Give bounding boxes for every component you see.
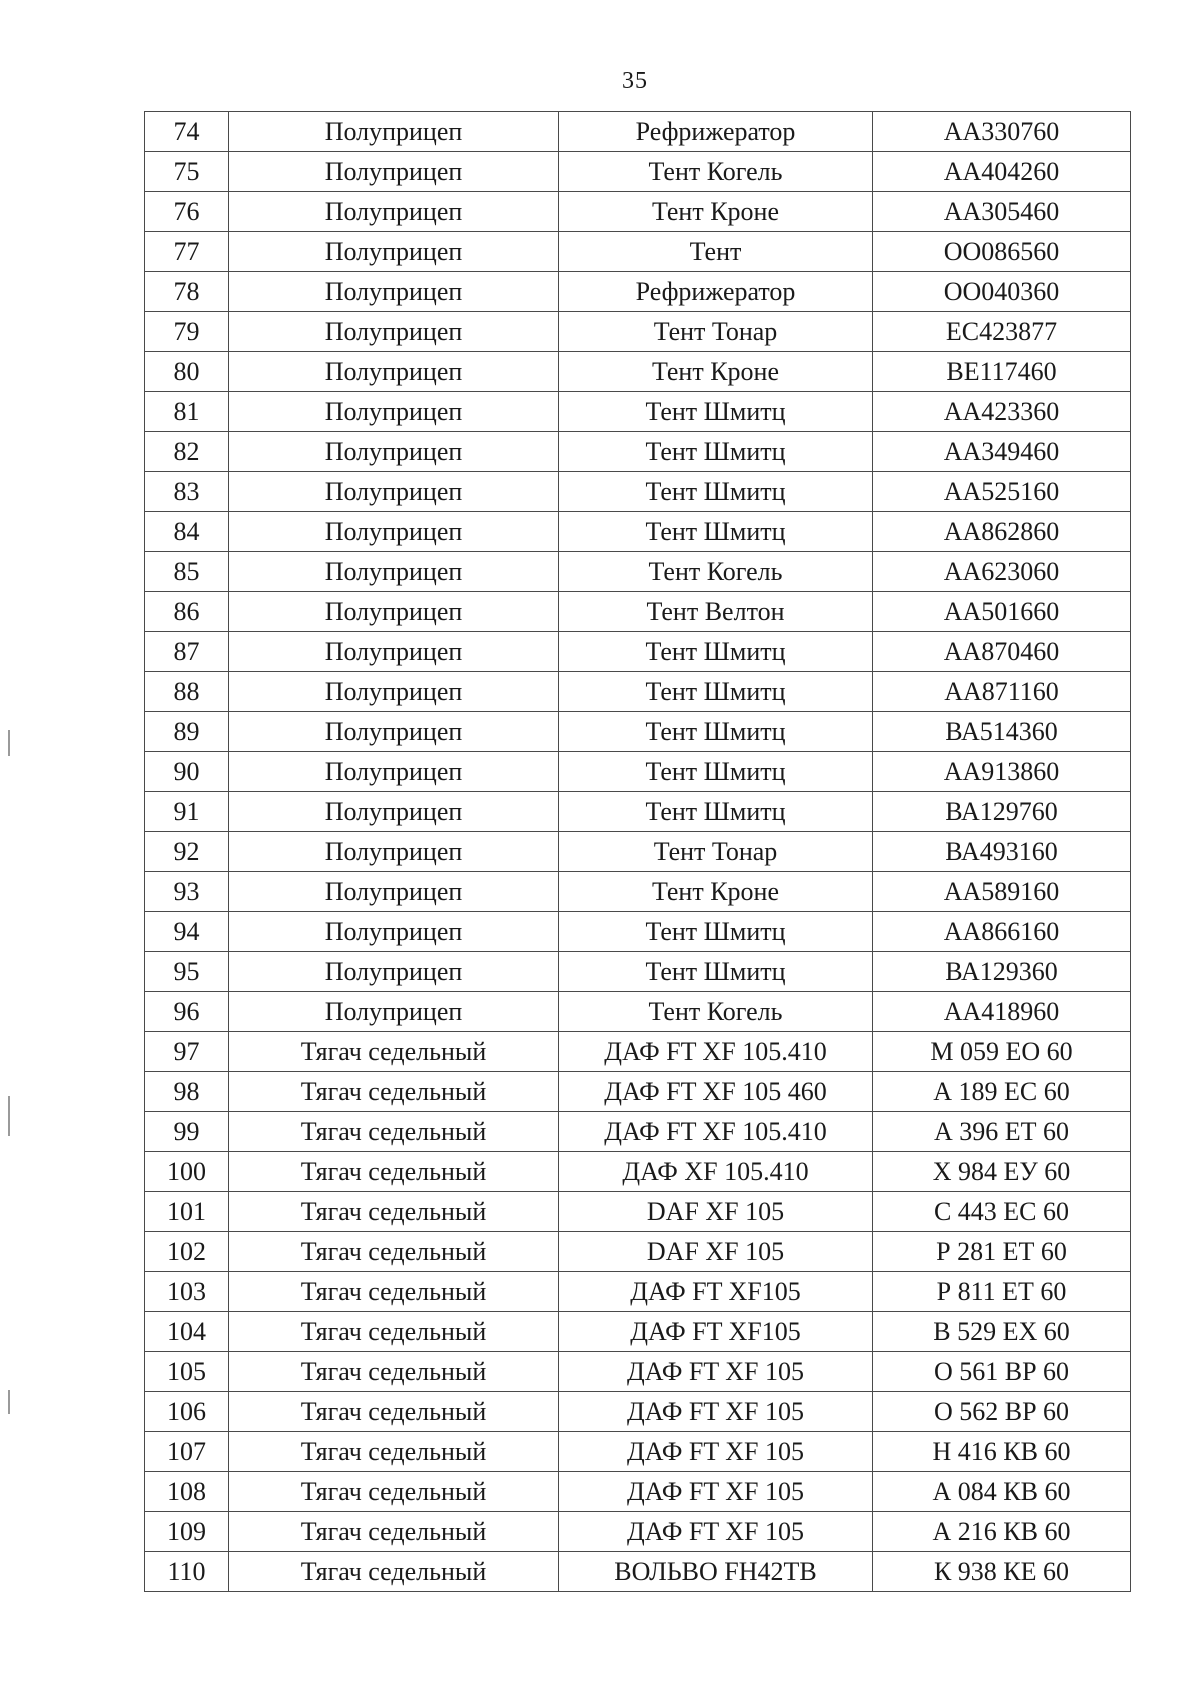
registration-number-cell: АА305460: [873, 192, 1131, 232]
registration-number-cell: АА870460: [873, 632, 1131, 672]
table-row: [145, 1552, 1131, 1592]
registration-number-cell: АА418960: [873, 992, 1131, 1032]
table-row: [145, 112, 1131, 152]
table-row: [145, 632, 1131, 672]
vehicle-type-cell: Тягач седельный: [229, 1552, 559, 1592]
scan-mark: [8, 1390, 10, 1414]
vehicle-table-body: [145, 112, 1131, 1592]
row-number-cell: 109: [145, 1512, 229, 1552]
table-row: [145, 1352, 1131, 1392]
vehicle-type-cell: Тягач седельный: [229, 1112, 559, 1152]
table-row: [145, 1312, 1131, 1352]
row-number-cell: 76: [145, 192, 229, 232]
registration-number-cell: АА525160: [873, 472, 1131, 512]
row-number-cell: 77: [145, 232, 229, 272]
vehicle-type-cell: Тягач седельный: [229, 1472, 559, 1512]
vehicle-type-cell: Тягач седельный: [229, 1352, 559, 1392]
table-row: [145, 1032, 1131, 1072]
vehicle-model-cell: Тент Шмитц: [559, 472, 873, 512]
vehicle-model-cell: Тент Кроне: [559, 872, 873, 912]
table-row: [145, 1112, 1131, 1152]
registration-number-cell: АА423360: [873, 392, 1131, 432]
vehicle-type-cell: Полуприцеп: [229, 192, 559, 232]
registration-number-cell: ВЕ117460: [873, 352, 1131, 392]
table-row: [145, 232, 1131, 272]
table-row: [145, 1272, 1131, 1312]
row-number-cell: 103: [145, 1272, 229, 1312]
vehicle-model-cell: ДАФ FT XF 105: [559, 1352, 873, 1392]
row-number-cell: 85: [145, 552, 229, 592]
vehicle-type-cell: Полуприцеп: [229, 352, 559, 392]
registration-number-cell: Р 811 ЕТ 60: [873, 1272, 1131, 1312]
vehicle-type-cell: Тягач седельный: [229, 1232, 559, 1272]
table-row: [145, 1512, 1131, 1552]
vehicle-model-cell: Рефрижератор: [559, 272, 873, 312]
vehicle-type-cell: Полуприцеп: [229, 312, 559, 352]
vehicle-model-cell: Тент Шмитц: [559, 512, 873, 552]
table-row: [145, 672, 1131, 712]
vehicle-type-cell: Полуприцеп: [229, 392, 559, 432]
registration-number-cell: В 529 ЕХ 60: [873, 1312, 1131, 1352]
table-row: [145, 392, 1131, 432]
row-number-cell: 90: [145, 752, 229, 792]
table-row: [145, 832, 1131, 872]
row-number-cell: 107: [145, 1432, 229, 1472]
table-row: [145, 272, 1131, 312]
vehicle-type-cell: Тягач седельный: [229, 1312, 559, 1352]
vehicle-model-cell: Тент Кроне: [559, 192, 873, 232]
vehicle-model-cell: DAF XF 105: [559, 1192, 873, 1232]
vehicle-model-cell: ДАФ FT XF 105: [559, 1472, 873, 1512]
vehicle-model-cell: Тент Когель: [559, 552, 873, 592]
row-number-cell: 84: [145, 512, 229, 552]
row-number-cell: 102: [145, 1232, 229, 1272]
row-number-cell: 91: [145, 792, 229, 832]
table-row: [145, 992, 1131, 1032]
row-number-cell: 88: [145, 672, 229, 712]
table-row: [145, 192, 1131, 232]
vehicle-model-cell: Тент Шмитц: [559, 752, 873, 792]
registration-number-cell: ВА129760: [873, 792, 1131, 832]
table-row: [145, 1192, 1131, 1232]
row-number-cell: 94: [145, 912, 229, 952]
registration-number-cell: А 396 ЕТ 60: [873, 1112, 1131, 1152]
vehicle-model-cell: Рефрижератор: [559, 112, 873, 152]
vehicle-model-cell: ДАФ FT XF 105: [559, 1432, 873, 1472]
vehicle-type-cell: Полуприцеп: [229, 672, 559, 712]
vehicle-type-cell: Полуприцеп: [229, 152, 559, 192]
table-row: [145, 152, 1131, 192]
vehicle-model-cell: Тент Велтон: [559, 592, 873, 632]
registration-number-cell: А 084 КВ 60: [873, 1472, 1131, 1512]
registration-number-cell: А 189 ЕС 60: [873, 1072, 1131, 1112]
row-number-cell: 74: [145, 112, 229, 152]
table-row: [145, 512, 1131, 552]
vehicle-model-cell: Тент Шмитц: [559, 792, 873, 832]
table-row: [145, 752, 1131, 792]
row-number-cell: 92: [145, 832, 229, 872]
vehicle-model-cell: Тент Кроне: [559, 352, 873, 392]
vehicle-type-cell: Полуприцеп: [229, 992, 559, 1032]
registration-number-cell: ОО040360: [873, 272, 1131, 312]
row-number-cell: 105: [145, 1352, 229, 1392]
row-number-cell: 86: [145, 592, 229, 632]
registration-number-cell: А 216 КВ 60: [873, 1512, 1131, 1552]
vehicle-table: [144, 111, 1131, 1592]
registration-number-cell: АА404260: [873, 152, 1131, 192]
vehicle-model-cell: Тент Шмитц: [559, 712, 873, 752]
table-row: [145, 312, 1131, 352]
vehicle-type-cell: Полуприцеп: [229, 112, 559, 152]
registration-number-cell: АА871160: [873, 672, 1131, 712]
vehicle-type-cell: Полуприцеп: [229, 552, 559, 592]
vehicle-type-cell: Тягач седельный: [229, 1152, 559, 1192]
vehicle-type-cell: Полуприцеп: [229, 912, 559, 952]
vehicle-model-cell: Тент Шмитц: [559, 672, 873, 712]
row-number-cell: 78: [145, 272, 229, 312]
table-row: [145, 432, 1131, 472]
vehicle-type-cell: Тягач седельный: [229, 1192, 559, 1232]
vehicle-model-cell: Тент Шмитц: [559, 432, 873, 472]
vehicle-type-cell: Тягач седельный: [229, 1272, 559, 1312]
row-number-cell: 110: [145, 1552, 229, 1592]
registration-number-cell: ВА129360: [873, 952, 1131, 992]
vehicle-model-cell: Тент Тонар: [559, 832, 873, 872]
row-number-cell: 95: [145, 952, 229, 992]
row-number-cell: 99: [145, 1112, 229, 1152]
table-row: [145, 712, 1131, 752]
vehicle-model-cell: ДАФ FT XF 105.410: [559, 1032, 873, 1072]
vehicle-model-cell: ДАФ FT XF 105 460: [559, 1072, 873, 1112]
vehicle-type-cell: Тягач седельный: [229, 1072, 559, 1112]
table-row: [145, 952, 1131, 992]
vehicle-model-cell: ДАФ FT XF105: [559, 1312, 873, 1352]
registration-number-cell: АА501660: [873, 592, 1131, 632]
registration-number-cell: АА623060: [873, 552, 1131, 592]
vehicle-model-cell: ДАФ FT XF 105: [559, 1512, 873, 1552]
table-row: [145, 552, 1131, 592]
vehicle-type-cell: Полуприцеп: [229, 792, 559, 832]
registration-number-cell: К 938 КЕ 60: [873, 1552, 1131, 1592]
row-number-cell: 108: [145, 1472, 229, 1512]
vehicle-model-cell: ДАФ FT XF 105: [559, 1392, 873, 1432]
table-row: [145, 1232, 1131, 1272]
row-number-cell: 104: [145, 1312, 229, 1352]
row-number-cell: 83: [145, 472, 229, 512]
vehicle-type-cell: Полуприцеп: [229, 872, 559, 912]
table-row: [145, 1152, 1131, 1192]
row-number-cell: 93: [145, 872, 229, 912]
vehicle-model-cell: ВОЛЬВО FH42TB: [559, 1552, 873, 1592]
vehicle-type-cell: Тягач седельный: [229, 1512, 559, 1552]
vehicle-type-cell: Полуприцеп: [229, 632, 559, 672]
registration-number-cell: ЕС423877: [873, 312, 1131, 352]
row-number-cell: 89: [145, 712, 229, 752]
row-number-cell: 81: [145, 392, 229, 432]
vehicle-type-cell: Полуприцеп: [229, 272, 559, 312]
table-row: [145, 1072, 1131, 1112]
table-row: [145, 472, 1131, 512]
row-number-cell: 106: [145, 1392, 229, 1432]
vehicle-type-cell: Полуприцеп: [229, 712, 559, 752]
registration-number-cell: Р 281 ЕТ 60: [873, 1232, 1131, 1272]
vehicle-type-cell: Полуприцеп: [229, 952, 559, 992]
vehicle-type-cell: Полуприцеп: [229, 432, 559, 472]
table-row: [145, 1472, 1131, 1512]
registration-number-cell: О 562 ВР 60: [873, 1392, 1131, 1432]
registration-number-cell: АА866160: [873, 912, 1131, 952]
vehicle-type-cell: Полуприцеп: [229, 592, 559, 632]
table-row: [145, 872, 1131, 912]
vehicle-model-cell: Тент Когель: [559, 992, 873, 1032]
table-row: [145, 792, 1131, 832]
row-number-cell: 96: [145, 992, 229, 1032]
registration-number-cell: АА330760: [873, 112, 1131, 152]
vehicle-type-cell: Тягач седельный: [229, 1432, 559, 1472]
vehicle-model-cell: Тент Шмитц: [559, 952, 873, 992]
vehicle-type-cell: Полуприцеп: [229, 472, 559, 512]
vehicle-type-cell: Полуприцеп: [229, 832, 559, 872]
vehicle-model-cell: Тент Тонар: [559, 312, 873, 352]
registration-number-cell: АА862860: [873, 512, 1131, 552]
registration-number-cell: О 561 ВР 60: [873, 1352, 1131, 1392]
table-row: [145, 1392, 1131, 1432]
registration-number-cell: ВА493160: [873, 832, 1131, 872]
table-row: [145, 1432, 1131, 1472]
vehicle-type-cell: Тягач седельный: [229, 1392, 559, 1432]
registration-number-cell: ВА514360: [873, 712, 1131, 752]
vehicle-model-cell: Тент: [559, 232, 873, 272]
row-number-cell: 87: [145, 632, 229, 672]
row-number-cell: 98: [145, 1072, 229, 1112]
row-number-cell: 79: [145, 312, 229, 352]
vehicle-model-cell: Тент Когель: [559, 152, 873, 192]
row-number-cell: 100: [145, 1152, 229, 1192]
registration-number-cell: АА589160: [873, 872, 1131, 912]
registration-number-cell: АА349460: [873, 432, 1131, 472]
scan-mark: [8, 730, 10, 756]
registration-number-cell: Н 416 КВ 60: [873, 1432, 1131, 1472]
vehicle-model-cell: ДАФ XF 105.410: [559, 1152, 873, 1192]
registration-number-cell: С 443 ЕС 60: [873, 1192, 1131, 1232]
scan-mark: [8, 1096, 10, 1136]
row-number-cell: 80: [145, 352, 229, 392]
vehicle-model-cell: Тент Шмитц: [559, 912, 873, 952]
vehicle-model-cell: DAF XF 105: [559, 1232, 873, 1272]
registration-number-cell: М 059 ЕО 60: [873, 1032, 1131, 1072]
table-row: [145, 592, 1131, 632]
registration-number-cell: АА913860: [873, 752, 1131, 792]
vehicle-type-cell: Полуприцеп: [229, 232, 559, 272]
registration-number-cell: ОО086560: [873, 232, 1131, 272]
table-row: [145, 352, 1131, 392]
table-row: [145, 912, 1131, 952]
vehicle-type-cell: Полуприцеп: [229, 512, 559, 552]
row-number-cell: 75: [145, 152, 229, 192]
page-number: 35: [622, 68, 648, 94]
vehicle-model-cell: Тент Шмитц: [559, 632, 873, 672]
vehicle-type-cell: Тягач седельный: [229, 1032, 559, 1072]
row-number-cell: 97: [145, 1032, 229, 1072]
vehicle-model-cell: ДАФ FT XF105: [559, 1272, 873, 1312]
row-number-cell: 82: [145, 432, 229, 472]
vehicle-model-cell: ДАФ FT XF 105.410: [559, 1112, 873, 1152]
vehicle-model-cell: Тент Шмитц: [559, 392, 873, 432]
row-number-cell: 101: [145, 1192, 229, 1232]
vehicle-type-cell: Полуприцеп: [229, 752, 559, 792]
registration-number-cell: Х 984 ЕУ 60: [873, 1152, 1131, 1192]
